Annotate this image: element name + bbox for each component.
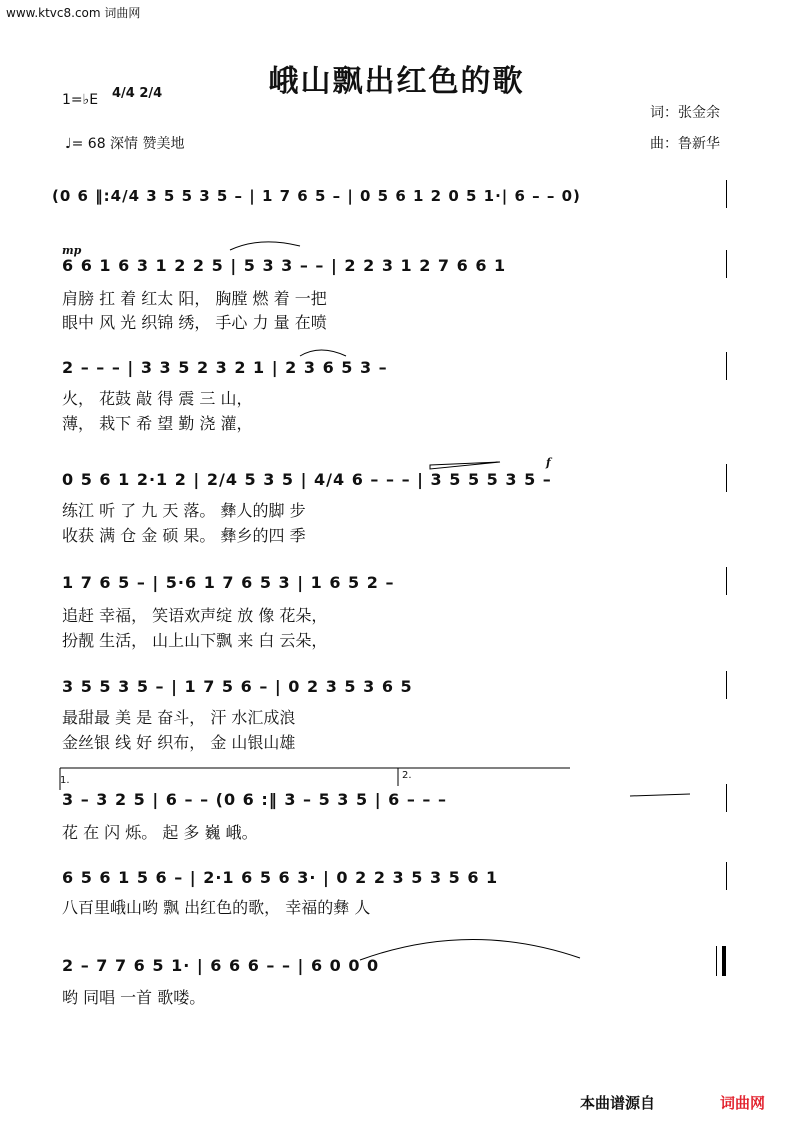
song-title: 峨山飘出红色的歌 [268,64,525,99]
lyricist-credit: 词：张金余 [650,105,720,121]
notation-row-8: 2 – 7 7 6 5 1· | 6 6 6 – – | 6 0 0 0 [62,956,380,975]
lyric-row-6-verse-1: 花 在 闪 烁。 起 多 巍 峨。 [62,823,258,842]
key-signature: 1=♭E [62,92,99,108]
notation-row-4: 1 7 6 5 – | 5·6 1 7 6 5 3 | 1 6 5 2 – [62,573,395,592]
lyric-row-2-verse-2: 薄， 栽下 希 望 勤 浇 灌， [62,414,253,433]
tempo-marking: ♩= 68 深情 赞美地 [65,136,185,152]
composer-credit: 曲：鲁新华 [650,136,720,152]
notation-row-3: 0 5 6 1 2·1 2 | 2/4 5 3 5 | 4/4 6 – – – | 3 5 5 5 3 5 – [62,470,552,489]
site-watermark: www.ktvc8.com 词曲网 [6,6,141,20]
notation-row-5: 3 5 5 3 5 – | 1 7 5 6 – | 0 2 3 5 3 6 5 [62,677,413,696]
lyric-row-5-verse-1: 最甜最 美 是 奋斗， 汗 水汇成浪 [62,708,296,727]
lyric-row-3-verse-1: 练江 听 了 九 天 落。 彝人的脚 步 [62,501,306,520]
lyric-row-7-verse-1: 八百里峨山哟 飘 出红色的歌， 幸福的彝 人 [62,898,371,917]
footer-brand-logo[interactable]: 词曲网 [720,1094,766,1112]
lyric-row-3-verse-2: 收获 满 仓 金 硕 果。 彝乡的四 季 [62,526,306,545]
lyric-row-4-verse-1: 追赶 幸福， 笑语欢声绽 放 像 花朵， [62,606,328,625]
footer-source-label: 本曲谱源自 [580,1094,656,1112]
notation-row-2: 2 – – – | 3 3 5 2 3 2 1 | 2 3 6 5 3 – [62,358,388,377]
lyric-row-5-verse-2: 金丝银 线 好 织布， 金 山银山雄 [62,733,296,752]
notation-row-6: 3 – 3 2 5 | 6 – – (0 6 :‖ 3 – 5 3 5 | 6 – – – [62,790,447,809]
notation-row-1: 6 6 1 6 3 1 2 2 5 | 5 3 3 – – | 2 2 3 1 2 7 6 6 1 [62,256,507,275]
dynamic-f: f [546,456,551,469]
intro-line: (0 6 ‖:4/4 3 5 5 3 5 – | 1 7 6 5 – | 0 5 6 1 2 0 5 1·| 6 – – 0) [52,187,581,205]
lyric-row-1-verse-1: 肩膀 扛 着 红太 阳， 胸膛 燃 着 一把 [62,289,327,308]
lyric-row-4-verse-2: 扮靓 生活， 山上山下飘 来 白 云朵， [62,631,328,650]
dynamic-mp: mp [62,244,82,257]
volta-1-label: 1. [60,775,70,786]
lyric-row-8-verse-1: 哟 同唱 一首 歌喽。 [62,988,206,1007]
lyric-row-2-verse-1: 火， 花鼓 敲 得 震 三 山， [62,389,253,408]
notation-row-7: 6 5 6 1 5 6 – | 2·1 6 5 6 3· | 0 2 2 3 5 3 5 6 1 [62,868,499,887]
lyric-row-1-verse-2: 眼中 风 光 织锦 绣， 手心 力 量 在喷 [62,313,327,332]
time-signature: 4/4 2/4 [112,86,163,101]
volta-2-label: 2. [402,770,412,781]
